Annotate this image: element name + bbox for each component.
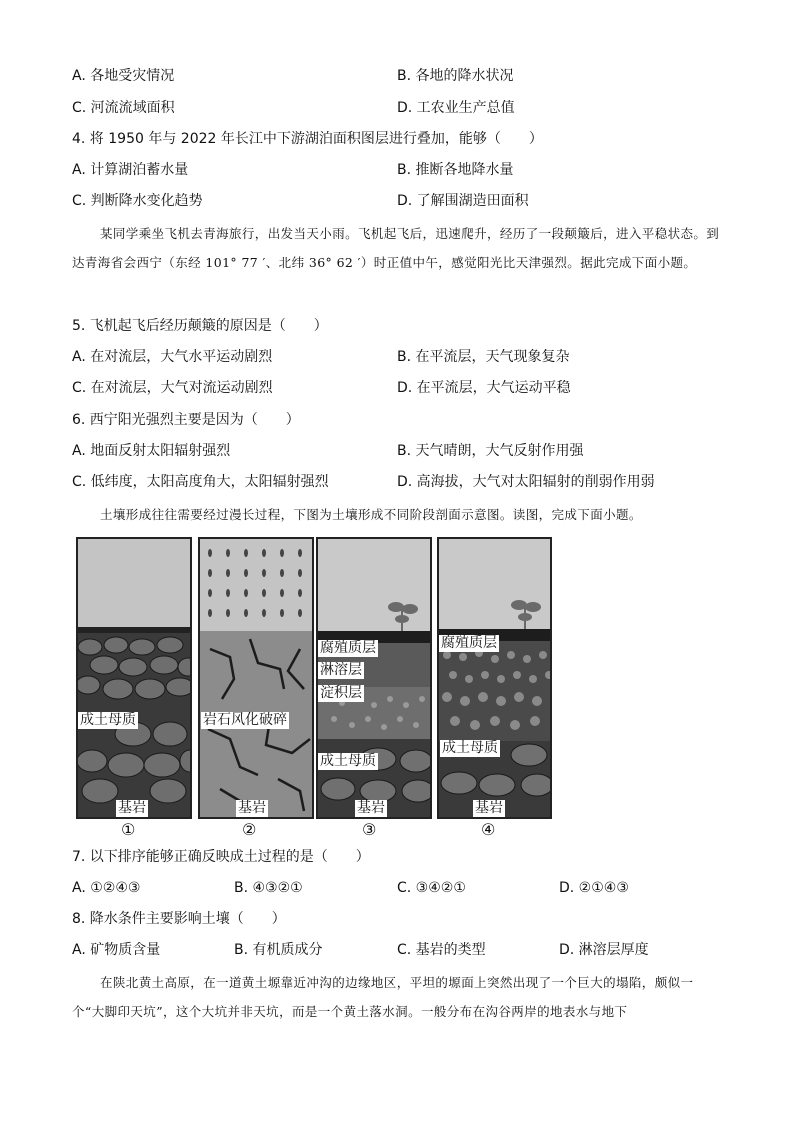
soil-panel-1-graphic	[78, 539, 192, 819]
label-illuvial: 淀积层	[320, 685, 362, 701]
label-weathering: 岩石风化破碎	[203, 712, 287, 728]
label-bedrock-1: 基岩	[118, 800, 146, 816]
q4-option-a: A. 计算湖泊蓄水量	[72, 162, 189, 178]
label-parent-material-1: 成土母质	[80, 712, 136, 728]
q5-option-d: D. 在平流层，大气运动平稳	[397, 380, 571, 396]
q7-stem: 7. 以下排序能够正确反映成土过程的是（ ）	[72, 849, 370, 865]
q8-option-a: A. 矿物质含量	[72, 942, 161, 958]
q4-option-c: C. 判断降水变化趋势	[72, 193, 203, 209]
passage-3	[72, 968, 722, 1026]
q5-option-a: A. 在对流层，大气水平运动剧烈	[72, 349, 273, 365]
label-parent-material-3: 成土母质	[320, 753, 376, 769]
q7-option-b: B. ④③②①	[234, 880, 303, 896]
q8-option-b: B. 有机质成分	[234, 942, 323, 958]
soil-panel-4-graphic	[439, 539, 552, 819]
q8-stem: 8. 降水条件主要影响土壤（ ）	[72, 911, 286, 927]
label-bedrock-3: 基岩	[357, 800, 385, 816]
q8-option-c: C. 基岩的类型	[397, 942, 486, 958]
panel-number-4: ④	[481, 820, 496, 839]
q4-stem: 4. 将 1950 年与 2022 年长江中下游湖泊面积图层进行叠加，能够（ ）	[72, 131, 543, 147]
panel-number-3: ③	[362, 820, 377, 839]
q3-option-a: A. 各地受灾情况	[72, 68, 175, 84]
q8-option-d: D. 淋溶层厚度	[559, 942, 649, 958]
q6-stem: 6. 西宁阳光强烈主要是因为（ ）	[72, 412, 300, 428]
q6-option-c: C. 低纬度，太阳高度角大，太阳辐射强烈	[72, 474, 329, 490]
label-bedrock-4: 基岩	[475, 800, 503, 816]
q5-option-c: C. 在对流层，大气对流运动剧烈	[72, 380, 273, 396]
soil-panel-2-graphic	[200, 539, 314, 819]
soil-panel-3-graphic	[318, 539, 432, 819]
label-humus-3: 腐殖质层	[320, 640, 376, 656]
label-eluvial: 淋溶层	[320, 662, 362, 678]
q6-option-d: D. 高海拔，大气对太阳辐射的削弱作用弱	[397, 474, 655, 490]
q5-option-b: B. 在平流层，天气现象复杂	[397, 349, 570, 365]
passage-3-text: 在陕北黄土高原，在一道黄土塬靠近冲沟的边缘地区，平坦的塬面上突然出现了一个巨大的塌陷，颇似一个“大脚印天坑”，这个大坑并非天坑，而是一个黄土落水洞。一般分布在沟谷两岸的地表水与地下	[72, 975, 694, 1019]
label-parent-material-4: 成土母质	[442, 740, 498, 756]
label-bedrock-2: 基岩	[238, 800, 266, 816]
passage-1	[72, 219, 722, 277]
q6-option-b: B. 天气晴朗，大气反射作用强	[397, 443, 584, 459]
soil-panel-1	[76, 537, 192, 819]
panel-number-1: ①	[121, 820, 136, 839]
q4-option-d: D. 了解围湖造田面积	[397, 193, 529, 209]
soil-panel-4	[437, 537, 552, 819]
q6-option-a: A. 地面反射太阳辐射强烈	[72, 443, 231, 459]
passage-2-text: 土壤形成往往需要经过漫长过程，下图为土壤形成不同阶段剖面示意图。读图，完成下面小题。	[100, 507, 642, 522]
q7-option-d: D. ②①④③	[559, 880, 629, 896]
passage-2	[72, 500, 722, 529]
label-humus-4: 腐殖质层	[441, 635, 497, 651]
q3-option-c: C. 河流流域面积	[72, 100, 175, 116]
panel-number-2: ②	[242, 820, 257, 839]
passage-1-text: 某同学乘坐飞机去青海旅行，出发当天小雨。飞机起飞后，迅速爬升，经历了一段颠簸后，进入平稳状态。到达青海省会西宁（东经 101° 77 ′、北纬 36° 62 ′）时正值中午，感觉阳光比天津强烈。据此完成下面小题。	[72, 226, 720, 270]
soil-panel-2	[198, 537, 314, 819]
q3-option-d: D. 工农业生产总值	[397, 100, 515, 116]
q5-stem: 5. 飞机起飞后经历颠簸的原因是（ ）	[72, 318, 328, 334]
q7-option-c: C. ③④②①	[397, 880, 466, 896]
q3-option-b: B. 各地的降水状况	[397, 68, 514, 84]
q4-option-b: B. 推断各地降水量	[397, 162, 514, 178]
q7-option-a: A. ①②④③	[72, 880, 141, 896]
